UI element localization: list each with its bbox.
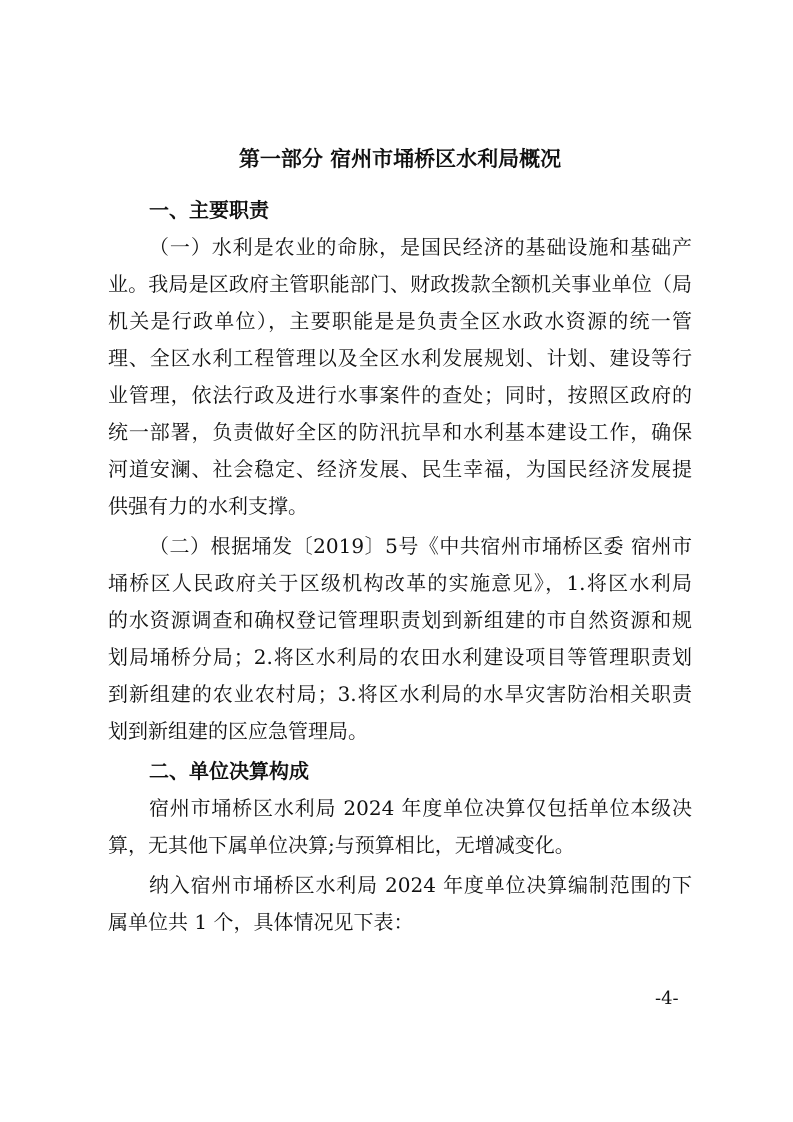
text-line: 统一部署，负责做好全区的防汛抗旱和水利基本建设工作，确保 <box>108 420 692 444</box>
text-line: 的水资源调查和确权登记管理职责划到新组建的市自然资源和规 <box>108 608 692 632</box>
text-line: （一）水利是农业的命脉，是国民经济的基础设施和基础产 <box>149 235 692 259</box>
text-line: （二）根据埇发〔2019〕5号《中共宿州市埇桥区委 宿州市 <box>149 534 692 558</box>
paragraph <box>108 867 692 941</box>
text-line: 供强有力的水利支撑。 <box>108 494 308 518</box>
section-heading: 一、主要职责 <box>149 198 269 222</box>
text-line: 业。我局是区政府主管职能部门、财政拨款全额机关事业单位（局 <box>108 272 692 296</box>
text-line: 纳入宿州市埇桥区水利局 2024 年度单位决算编制范围的下 <box>149 873 692 897</box>
section-heading: 二、单位决算构成 <box>149 759 309 783</box>
page-number: -4- <box>655 988 679 1009</box>
text-line: 到新组建的农业农村局；3.将区水利局的水旱灾害防治相关职责 <box>108 682 692 706</box>
paragraph <box>108 528 692 750</box>
text-line: 理、全区水利工程管理以及全区水利发展规划、计划、建设等行 <box>108 346 692 370</box>
text-line: 业管理，依法行政及进行水事案件的查处；同时，按照区政府的 <box>108 383 692 407</box>
text-line: 宿州市埇桥区水利局 2024 年度单位决算仅包括单位本级决 <box>149 796 692 820</box>
text-line: 划局埇桥分局；2.将区水利局的农田水利建设项目等管理职责划 <box>108 645 692 669</box>
paragraph <box>108 790 692 864</box>
text-line: 算，无其他下属单位决算;与预算相比，无增减变化。 <box>108 833 575 857</box>
text-line: 河道安澜、社会稳定、经济发展、民生幸福，为国民经济发展提 <box>108 457 692 481</box>
page-title: 第一部分 宿州市埇桥区水利局概况 <box>238 147 562 171</box>
text-line: 机关是行政单位），主要职能是是负责全区水政水资源的统一管 <box>108 309 692 333</box>
text-line: 划到新组建的区应急管理局。 <box>108 719 368 743</box>
paragraph <box>108 229 692 525</box>
text-line: 属单位共 1 个，具体情况见下表： <box>108 910 414 934</box>
document-body <box>108 192 692 944</box>
text-line: 埇桥区人民政府关于区级机构改革的实施意见》，1.将区水利局 <box>108 571 692 595</box>
